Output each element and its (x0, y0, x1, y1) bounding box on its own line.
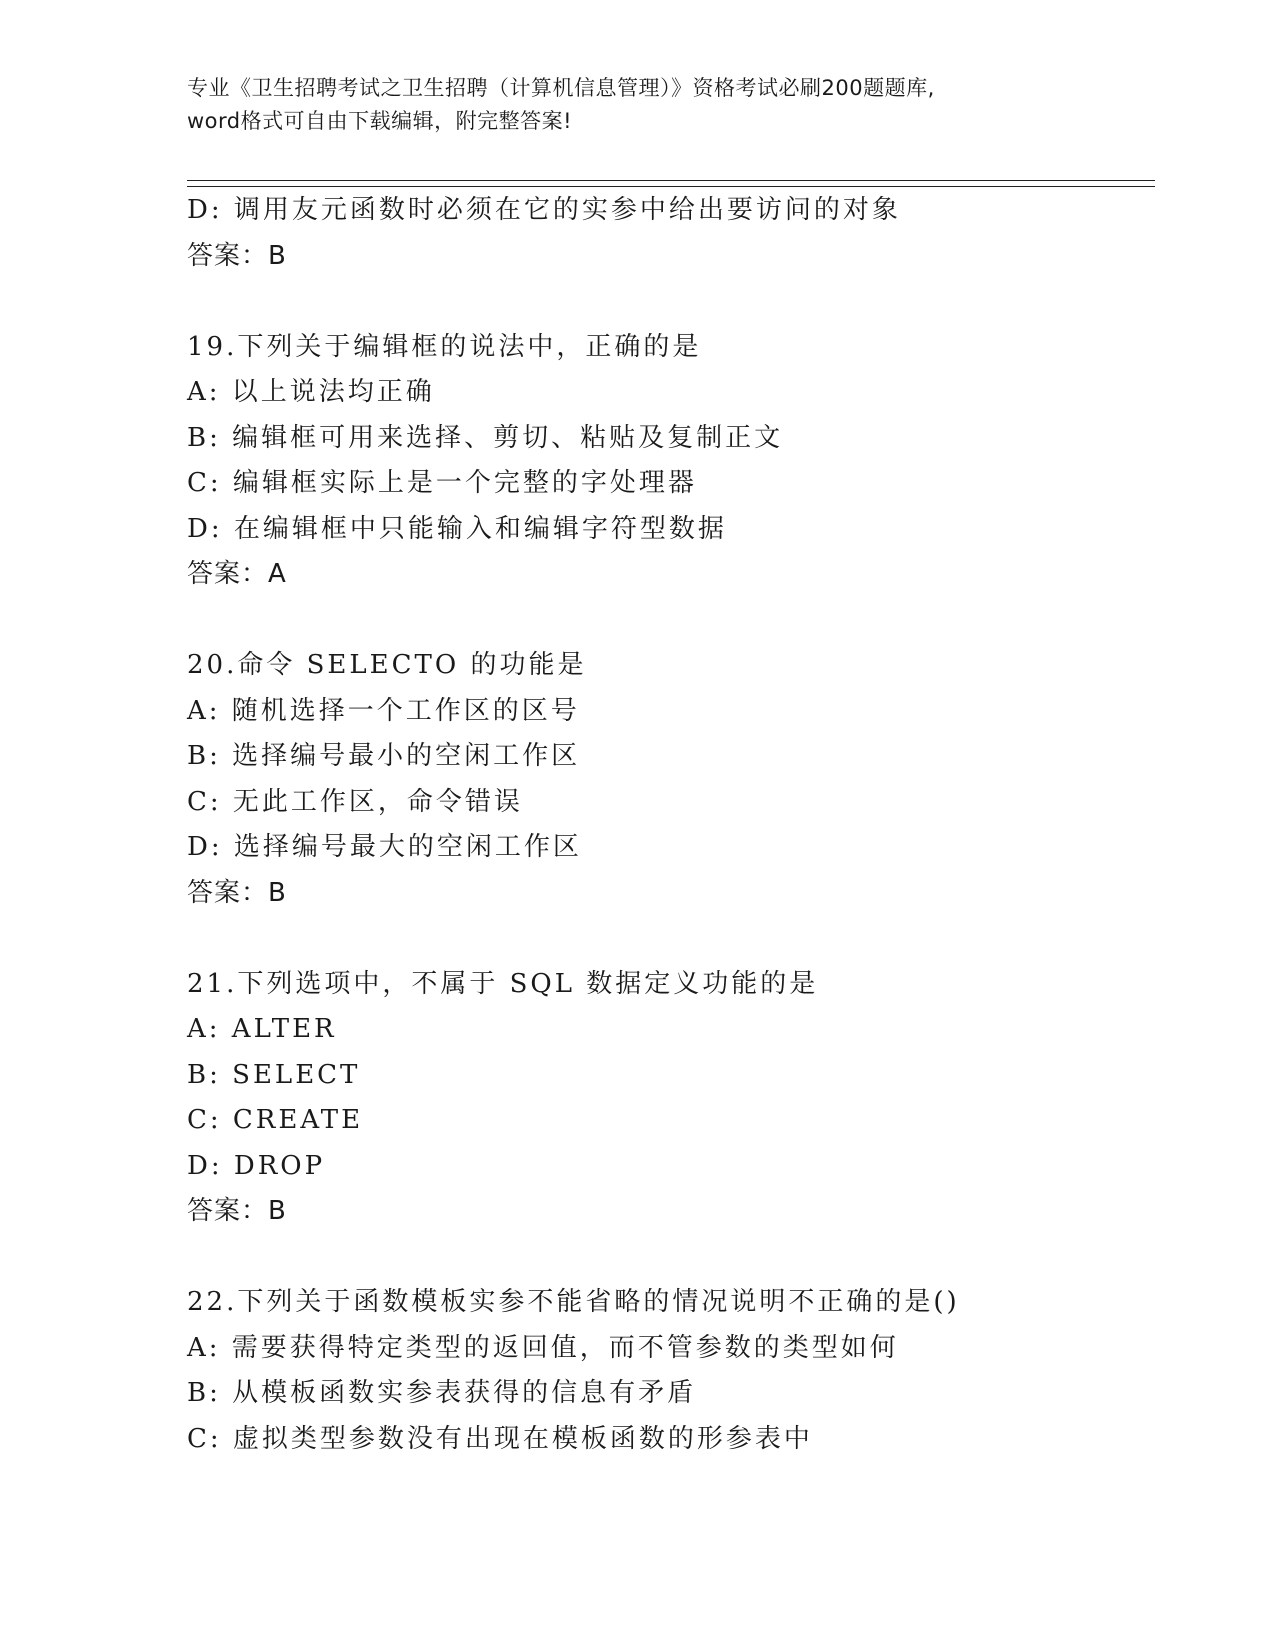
question-text: 22.下列关于函数模板实参不能省略的情况说明不正确的是() (187, 1287, 960, 1317)
option-c: C: 虚拟类型参数没有出现在模板函数的形参表中 (187, 1423, 813, 1454)
option-c: C: CREATE (187, 1105, 364, 1135)
block-spacer (187, 279, 1167, 325)
option-a: A: ALTER (187, 1014, 337, 1044)
option-a: A: 需要获得特定类型的返回值，而不管参数的类型如何 (187, 1332, 899, 1363)
option-d: D: 在编辑框中只能输入和编辑字符型数据 (187, 513, 727, 544)
option-c: C: 无此工作区，命令错误 (187, 786, 523, 817)
option-b: B: 选择编号最小的空闲工作区 (187, 741, 581, 771)
option-b: B: SELECT (187, 1059, 361, 1090)
question-block (187, 1280, 1167, 1462)
question-text: 21.下列选项中，不属于 SQL 数据定义功能的是 (187, 968, 819, 999)
question-block (187, 325, 1167, 598)
header-divider-top (187, 180, 1155, 181)
question-block (187, 962, 1167, 1235)
block-spacer (187, 598, 1167, 644)
answer-line: 答案：B (187, 877, 287, 908)
header-title-line: 专业《卫生招聘考试之卫生招聘（计算机信息管理）》资格考试必刷200题题库, (187, 76, 935, 100)
question-text: 20.命令 SELECTO 的功能是 (187, 650, 587, 680)
header-subtitle-line: word格式可自由下载编辑，附完整答案! (187, 109, 573, 133)
question-block (187, 188, 1167, 279)
option-a: A: 以上说法均正确 (187, 377, 435, 407)
answer-line: 答案：B (187, 240, 287, 271)
option-b: B: 从模板函数实参表获得的信息有矛盾 (187, 1378, 697, 1408)
option-b: B: 编辑框可用来选择、剪切、粘贴及复制正文 (187, 422, 784, 453)
document-header (187, 72, 1087, 138)
option-d: D: 选择编号最大的空闲工作区 (187, 832, 582, 862)
answer-line: 答案：A (187, 559, 287, 589)
block-spacer (187, 1235, 1167, 1281)
option-a: A: 随机选择一个工作区的区号 (187, 695, 580, 726)
option-d: D: 调用友元函数时必须在它的实参中给出要访问的对象 (187, 195, 901, 225)
answer-line: 答案：B (187, 1196, 287, 1226)
option-d: D: DROP (187, 1150, 326, 1181)
block-spacer (187, 916, 1167, 962)
question-list (187, 188, 1167, 1462)
option-c: C: 编辑框实际上是一个完整的字处理器 (187, 468, 697, 498)
header-divider-bottom (187, 186, 1155, 187)
question-block (187, 643, 1167, 916)
question-text: 19.下列关于编辑框的说法中，正确的是 (187, 331, 702, 362)
